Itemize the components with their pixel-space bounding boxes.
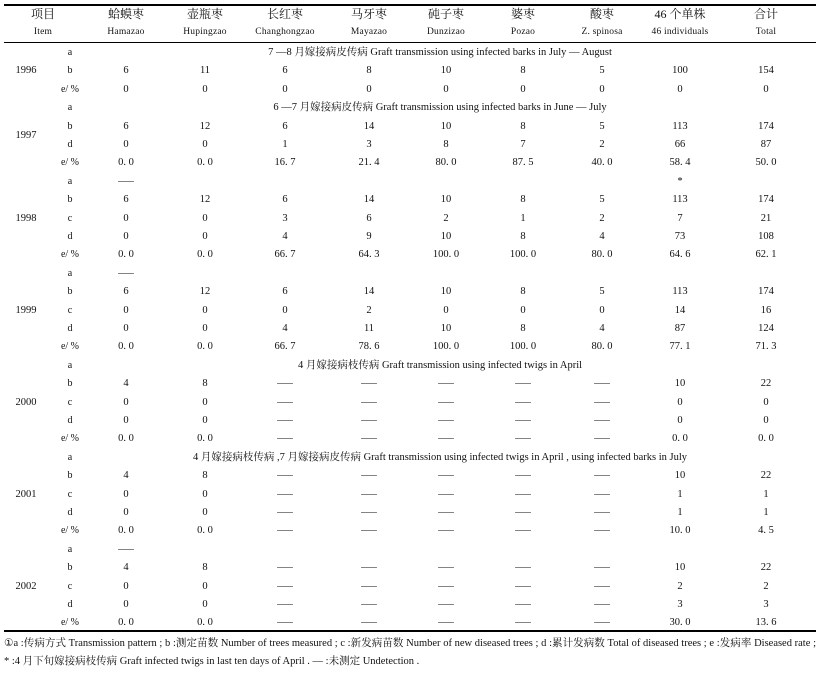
- table-cell: —: [515, 378, 531, 390]
- table-cell: 0. 0: [118, 157, 134, 169]
- table-cell: 1: [763, 488, 769, 500]
- header-subcell: Pozao: [510, 27, 536, 37]
- header-subcell: Dunzizao: [427, 27, 465, 37]
- table-cell: 0: [520, 83, 526, 95]
- table-cell: 11: [199, 65, 211, 77]
- table-cell: 1: [763, 507, 769, 518]
- table-cell: —: [594, 580, 610, 592]
- table-cell: 0: [763, 396, 769, 408]
- header-cell: 马牙枣: [350, 7, 387, 21]
- table-cell: 64. 6: [669, 249, 691, 261]
- item-label: d: [67, 415, 73, 426]
- table-cell: *: [677, 175, 683, 187]
- header-cell: 砘子枣: [427, 7, 464, 21]
- table-cell: —: [361, 378, 377, 390]
- table-cell: —: [438, 525, 454, 537]
- table-cell: —: [515, 599, 531, 610]
- table-cell: 0: [282, 304, 288, 316]
- table-cell: 100. 0: [509, 341, 537, 353]
- table-cell: —: [438, 562, 454, 574]
- transmission-note: 4 月嫁接病枝传病 Graft transmission using infected twigs in April: [297, 359, 583, 371]
- table-cell: 8: [520, 120, 526, 132]
- table-cell: 113: [672, 286, 688, 298]
- table-cell: 0. 0: [197, 433, 213, 445]
- table-cell: 100. 0: [432, 341, 460, 353]
- table-cell: 0: [202, 231, 208, 242]
- year-label: 1999: [15, 304, 37, 316]
- table-cell: 13. 6: [755, 617, 777, 629]
- item-label: c: [67, 488, 73, 500]
- table-cell: 87: [674, 323, 686, 334]
- table-cell: —: [361, 470, 377, 482]
- table-cell: 0. 0: [197, 617, 213, 629]
- table-cell: 1: [677, 507, 683, 518]
- table-cell: 0. 0: [672, 433, 688, 445]
- table-cell: —: [594, 562, 610, 574]
- table-cell: —: [515, 433, 531, 445]
- table-cell: 0: [202, 599, 208, 610]
- table-cell: 0: [202, 212, 208, 224]
- header-subcell: Hupingzao: [183, 27, 227, 37]
- table-cell: 4: [599, 323, 605, 334]
- table-cell: 6: [282, 65, 288, 77]
- table-cell: 73: [674, 231, 686, 242]
- item-label: d: [67, 139, 73, 150]
- table-cell: —: [515, 488, 531, 500]
- table-cell: 0: [123, 599, 129, 610]
- table-cell: 10: [674, 378, 686, 390]
- table-cell: —: [515, 396, 531, 408]
- table-cell: —: [277, 470, 293, 482]
- table-cell: 0: [123, 580, 129, 592]
- table-cell: 0: [202, 580, 208, 592]
- table-cell: 0: [202, 139, 208, 150]
- table-cell: —: [277, 580, 293, 592]
- table-cell: —: [118, 543, 134, 555]
- header-cell: 酸枣: [589, 7, 614, 21]
- table-cell: 113: [672, 120, 688, 132]
- table-cell: 6: [123, 65, 129, 77]
- table-cell: 80. 0: [435, 157, 457, 169]
- table-cell: —: [118, 267, 134, 279]
- table-cell: 0: [677, 415, 683, 426]
- table-cell: 10. 0: [669, 525, 691, 537]
- table-cell: 10: [440, 286, 452, 298]
- item-label: e/ %: [60, 157, 80, 169]
- table-cell: 3: [763, 599, 769, 610]
- table-cell: 4: [599, 231, 605, 242]
- table-cell: 1: [520, 212, 526, 224]
- item-label: d: [67, 231, 73, 242]
- table-cell: 11: [363, 323, 375, 334]
- table-cell: 8: [366, 65, 372, 77]
- table-cell: 50. 0: [755, 157, 777, 169]
- item-label: a: [67, 47, 73, 58]
- header-subcell: Z. spinosa: [581, 27, 623, 37]
- table-cell: 9: [366, 231, 372, 242]
- table-cell: 6: [123, 120, 129, 132]
- item-label: c: [67, 212, 73, 224]
- table-cell: 14: [363, 120, 375, 132]
- table-cell: 0: [123, 139, 129, 150]
- table-cell: 0: [123, 83, 129, 95]
- table-cell: 10: [440, 65, 452, 77]
- table-cell: 100: [672, 65, 688, 77]
- table-cell: 0: [443, 83, 449, 95]
- table-cell: 2: [443, 212, 449, 224]
- table-cell: 0: [202, 488, 208, 500]
- table-cell: —: [515, 525, 531, 537]
- table-cell: 4: [123, 470, 129, 482]
- table-cell: —: [594, 378, 610, 390]
- item-label: e/ %: [60, 433, 80, 445]
- table-cell: 5: [599, 65, 605, 77]
- table-cell: 0. 0: [197, 341, 213, 353]
- table-cell: —: [361, 599, 377, 610]
- table-cell: —: [277, 415, 293, 426]
- table-cell: —: [438, 470, 454, 482]
- table-cell: 0: [677, 396, 683, 408]
- item-label: b: [67, 286, 73, 298]
- header-subcell: Item: [33, 27, 53, 37]
- table-cell: 3: [366, 139, 372, 150]
- table-cell: 4: [282, 231, 288, 242]
- item-label: e/ %: [60, 83, 80, 95]
- table-cell: 6: [366, 212, 372, 224]
- header-subcell: 46 individuals: [651, 27, 709, 37]
- table-cell: 0: [443, 304, 449, 316]
- table-cell: 12: [199, 194, 211, 206]
- table-cell: 0. 0: [118, 341, 134, 353]
- table-cell: 10: [440, 194, 452, 206]
- table-cell: 16. 7: [274, 157, 296, 169]
- table-cell: 14: [363, 286, 375, 298]
- table-cell: 71. 3: [755, 341, 777, 353]
- header-cell: 壶瓶枣: [186, 7, 223, 21]
- table-cell: —: [361, 617, 377, 629]
- table-cell: 7: [677, 212, 683, 224]
- table-cell: 0: [202, 415, 208, 426]
- table-cell: 100. 0: [432, 249, 460, 261]
- table-cell: —: [438, 488, 454, 500]
- table-cell: —: [594, 617, 610, 629]
- table-cell: 0: [763, 415, 769, 426]
- table-cell: 0: [520, 304, 526, 316]
- table-cell: 4. 5: [758, 525, 774, 537]
- header-subcell: Changhongzao: [255, 27, 315, 37]
- table-cell: 12: [199, 286, 211, 298]
- header-cell: 蛤蟆枣: [107, 7, 144, 21]
- item-label: d: [67, 507, 73, 518]
- header-cell: 46 个单株: [654, 7, 706, 21]
- table-cell: 8: [520, 231, 526, 242]
- table-cell: —: [438, 507, 454, 518]
- table-cell: —: [277, 433, 293, 445]
- table-cell: —: [438, 415, 454, 426]
- table-cell: —: [594, 415, 610, 426]
- table-cell: 6: [282, 194, 288, 206]
- item-label: b: [67, 194, 73, 206]
- item-label: d: [67, 599, 73, 610]
- table-cell: 5: [599, 286, 605, 298]
- year-label: 2001: [15, 488, 37, 500]
- table-cell: 0. 0: [197, 157, 213, 169]
- transmission-note: 7 —8 月嫁接病皮传病 Graft transmission using infected barks in July — August: [268, 47, 612, 58]
- table-cell: 174: [758, 194, 774, 206]
- table-cell: 4: [282, 323, 288, 334]
- item-label: a: [67, 543, 73, 555]
- table-cell: 174: [758, 120, 774, 132]
- table-cell: 8: [520, 65, 526, 77]
- table-cell: 0: [123, 212, 129, 224]
- table-cell: 10: [440, 231, 452, 242]
- table-cell: —: [361, 562, 377, 574]
- header-subcell: Hamazao: [107, 27, 145, 37]
- item-label: b: [67, 562, 73, 574]
- transmission-note: 6 —7 月嫁接病皮传病 Graft transmission using infected barks in June — July: [273, 102, 607, 114]
- table-cell: 1: [677, 488, 683, 500]
- table-cell: 0: [202, 304, 208, 316]
- table-cell: 3: [282, 212, 288, 224]
- table-cell: 0: [366, 83, 372, 95]
- table-cell: 21. 4: [358, 157, 380, 169]
- table-cell: 62. 1: [755, 249, 777, 261]
- item-label: b: [67, 65, 73, 77]
- table-cell: 66. 7: [274, 341, 296, 353]
- table-cell: 78. 6: [358, 341, 380, 353]
- item-label: b: [67, 378, 73, 390]
- year-label: 2000: [15, 396, 37, 408]
- table-cell: —: [438, 617, 454, 629]
- header-subcell: Total: [755, 27, 777, 37]
- table-cell: —: [438, 378, 454, 390]
- table-cell: 2: [366, 304, 372, 316]
- table-cell: —: [277, 507, 293, 518]
- table-cell: 40. 0: [591, 157, 613, 169]
- table-cell: 0: [599, 304, 605, 316]
- table-cell: 10: [440, 323, 452, 334]
- table-cell: 7: [520, 139, 526, 150]
- table-cell: 0. 0: [118, 433, 134, 445]
- header-cell: 合计: [753, 7, 778, 21]
- year-label: 1996: [15, 65, 37, 77]
- table-cell: —: [361, 415, 377, 426]
- item-label: c: [67, 304, 73, 316]
- item-label: a: [67, 102, 73, 114]
- table-cell: —: [594, 470, 610, 482]
- table-cell: —: [515, 470, 531, 482]
- table-cell: 4: [123, 378, 129, 390]
- table-cell: 0. 0: [118, 249, 134, 261]
- table-cell: 3: [677, 599, 683, 610]
- table-cell: 0. 0: [118, 617, 134, 629]
- table-cell: 10: [674, 470, 686, 482]
- year-label: 1997: [15, 129, 37, 141]
- table-cell: 2: [599, 139, 605, 150]
- table-cell: 0: [123, 507, 129, 518]
- table-cell: —: [361, 525, 377, 537]
- table-cell: —: [594, 599, 610, 610]
- table-cell: 87. 5: [512, 157, 534, 169]
- table-cell: —: [438, 396, 454, 408]
- table-footnote: ①a :传病方式 Transmission pattern ; b :测定苗数 Number of trees measured ; c :新发病苗数 Number of new diseased trees ; d :累计发病数 Total of diseased trees ; e :发病率 Diseased rate ; * :4 月下旬嫁接病枝传病 Graft infected twigs in last ten days of April . — :未测定 Undetection .: [4, 638, 816, 667]
- table-cell: 16: [760, 304, 772, 316]
- table-cell: —: [594, 488, 610, 500]
- header-subcell: Mayazao: [350, 27, 388, 37]
- table-cell: 8: [520, 286, 526, 298]
- item-label: a: [67, 359, 73, 371]
- table-cell: 22: [760, 378, 772, 390]
- item-label: e/ %: [60, 525, 80, 537]
- table-cell: —: [594, 525, 610, 537]
- table-cell: 154: [758, 65, 774, 77]
- table-cell: 0: [202, 507, 208, 518]
- table-cell: —: [515, 580, 531, 592]
- table-cell: 8: [443, 139, 449, 150]
- table-cell: 8: [520, 323, 526, 334]
- table-cell: —: [361, 488, 377, 500]
- table-cell: 80. 0: [591, 249, 613, 261]
- table-cell: —: [277, 396, 293, 408]
- table-cell: 87: [760, 139, 772, 150]
- item-label: c: [67, 396, 73, 408]
- table-cell: 0: [763, 83, 769, 95]
- table-cell: 1: [282, 139, 288, 150]
- item-label: e/ %: [60, 341, 80, 353]
- header-cell: 长红枣: [266, 7, 303, 21]
- item-label: b: [67, 470, 73, 482]
- table-cell: 0. 0: [197, 525, 213, 537]
- table-cell: —: [438, 580, 454, 592]
- table-cell: 6: [282, 286, 288, 298]
- transmission-note: 4 月嫁接病枝传病 ,7 月嫁接病皮传病 Graft transmission using infected twigs in April , using infected barks in July: [192, 451, 688, 463]
- table-cell: 66: [674, 139, 686, 150]
- table-cell: 0: [123, 231, 129, 242]
- table-cell: —: [594, 396, 610, 408]
- table-cell: 8: [520, 194, 526, 206]
- table-cell: 0: [123, 323, 129, 334]
- table-cell: 0. 0: [197, 249, 213, 261]
- table-cell: 8: [202, 470, 208, 482]
- table-cell: —: [361, 396, 377, 408]
- table-cell: —: [277, 599, 293, 610]
- table-cell: 80. 0: [591, 341, 613, 353]
- table-cell: —: [515, 507, 531, 518]
- table-cell: 0. 0: [758, 433, 774, 445]
- table-cell: —: [277, 562, 293, 574]
- year-label: 1998: [15, 212, 37, 224]
- table-cell: 108: [758, 231, 774, 242]
- table-cell: 14: [363, 194, 375, 206]
- table-cell: 5: [599, 120, 605, 132]
- table-cell: —: [515, 617, 531, 629]
- table-cell: 6: [282, 120, 288, 132]
- table-cell: 4: [123, 562, 129, 574]
- table-cell: —: [277, 378, 293, 390]
- table-cell: —: [594, 507, 610, 518]
- table-cell: —: [361, 580, 377, 592]
- table-cell: 58. 4: [669, 157, 691, 169]
- item-label: d: [67, 323, 73, 334]
- table-cell: 0: [202, 323, 208, 334]
- item-label: b: [67, 120, 73, 132]
- table-cell: 6: [123, 194, 129, 206]
- table-cell: 14: [674, 304, 686, 316]
- table-cell: 113: [672, 194, 688, 206]
- table-cell: 30. 0: [669, 617, 691, 629]
- table-cell: 66. 7: [274, 249, 296, 261]
- item-label: a: [67, 267, 73, 279]
- table-cell: 0. 0: [118, 525, 134, 537]
- table-cell: 0: [123, 304, 129, 316]
- table-cell: —: [118, 175, 134, 187]
- table-cell: —: [438, 433, 454, 445]
- table-cell: —: [277, 525, 293, 537]
- table-cell: 100. 0: [509, 249, 537, 261]
- table-cell: —: [277, 488, 293, 500]
- table-cell: —: [515, 415, 531, 426]
- table-cell: —: [594, 433, 610, 445]
- table-cell: 8: [202, 378, 208, 390]
- table-cell: 0: [202, 83, 208, 95]
- item-label: e/ %: [60, 617, 80, 629]
- table-cell: 6: [123, 286, 129, 298]
- table-cell: 0: [123, 415, 129, 426]
- table-cell: 124: [758, 323, 774, 334]
- table-cell: 0: [282, 83, 288, 95]
- table-cell: 0: [599, 83, 605, 95]
- item-label: c: [67, 580, 73, 592]
- year-label: 2002: [15, 580, 37, 592]
- table-cell: 0: [202, 396, 208, 408]
- item-label: e/ %: [60, 249, 80, 261]
- table-cell: 64. 3: [358, 249, 380, 261]
- table-cell: 2: [763, 580, 769, 592]
- table-cell: 22: [760, 562, 772, 574]
- table-cell: 10: [674, 562, 686, 574]
- table-cell: 174: [758, 286, 774, 298]
- header-cell: 婆枣: [510, 7, 535, 21]
- table-cell: —: [361, 433, 377, 445]
- table-cell: —: [515, 562, 531, 574]
- table-cell: 0: [677, 83, 683, 95]
- header-rule: [4, 42, 816, 43]
- table-cell: 0: [123, 488, 129, 500]
- table-cell: 12: [199, 120, 211, 132]
- item-label: a: [67, 175, 73, 187]
- header-cell: 项目: [30, 7, 55, 21]
- table-cell: 2: [677, 580, 683, 592]
- table-cell: —: [361, 507, 377, 518]
- item-label: a: [67, 451, 73, 463]
- table-cell: 5: [599, 194, 605, 206]
- table-cell: 22: [760, 470, 772, 482]
- table-cell: 0: [123, 396, 129, 408]
- table-cell: —: [438, 599, 454, 610]
- table-cell: 2: [599, 212, 605, 224]
- table-cell: 21: [760, 212, 772, 224]
- table-cell: 77. 1: [669, 341, 691, 353]
- table-cell: —: [277, 617, 293, 629]
- table-cell: 8: [202, 562, 208, 574]
- table-cell: 10: [440, 120, 452, 132]
